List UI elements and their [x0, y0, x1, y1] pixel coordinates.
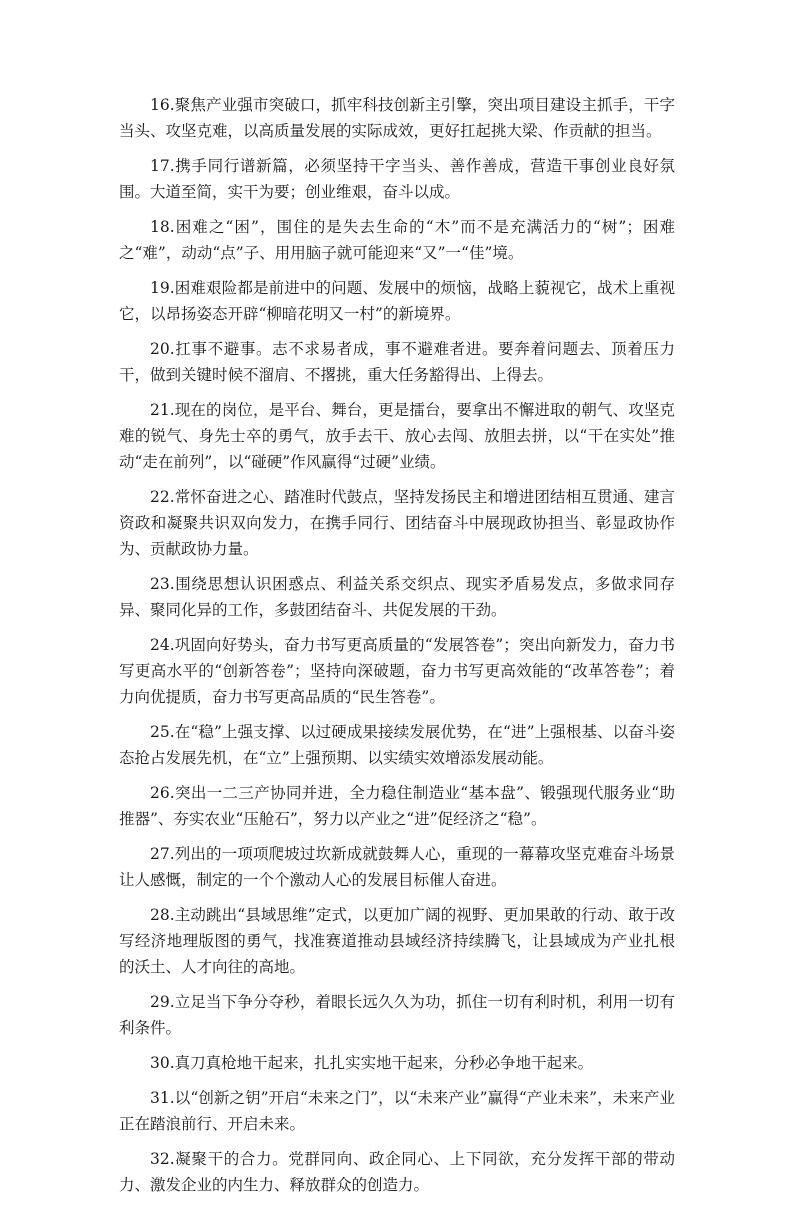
paragraph-30: 30.真刀真枪地干起来，扎扎实实地干起来，分秒必争地干起来。: [150, 1054, 594, 1072]
paragraph-28: 28.主动跳出“县域思维”定式，以更加广阔的视野、更加果敢的行动、敢于改写经济地理版图的勇气，找准赛道推动县域经济持续腾飞，让县域成为产业扎根的沃土、人才向往的高地。: [119, 906, 675, 976]
paragraph-16: 16.聚焦产业强市突破口，抓牢科技创新主引擎，突出项目建设主抓手，干字当头、攻坚克难，以高质量发展的实际成效，更好扛起挑大梁、作贡献的担当。: [119, 96, 675, 140]
paragraph-26: 26.突出一二三产协同并进，全力稳住制造业“基本盘”、锻强现代服务业“助推器”、夯实农业“压舱石”，努力以产业之“进”促经济之“稳”。: [119, 784, 675, 828]
paragraph-21: 21.现在的岗位，是平台、舞台，更是擂台，要拿出不懈进取的朝气、攻坚克难的锐气、身先士卒的勇气，放手去干、放心去闯、放胆去拼，以“干在实处”推动“走在前列”，以“碰硬”作风赢得“过硬”业绩。: [119, 401, 675, 471]
paragraph-24: 24.巩固向好势头，奋力书写更高质量的“发展答卷”；突出向新发力，奋力书写更高水平的“创新答卷”；坚持向深破题，奋力书写更高效能的“改革答卷”；着力向优提质，奋力书写更高品质的“民生答卷”。: [119, 636, 675, 706]
paragraph-22: 22.常怀奋进之心、踏准时代鼓点，坚持发扬民主和增进团结相互贯通、建言资政和凝聚共识双向发力，在携手同行、团结奋斗中展现政协担当、彰显政协作为、贡献政协力量。: [119, 488, 675, 558]
paragraph-23: 23.围绕思想认识困惑点、利益关系交织点、现实矛盾易发点，多做求同存异、聚同化异的工作，多鼓团结奋斗、共促发展的干劲。: [119, 575, 675, 619]
paragraph-18: 18.困难之“困”，围住的是失去生命的“木”而不是充满活力的“树”；困难之“难”，动动“点”子、用用脑子就可能迎来“又”一“佳”境。: [119, 218, 675, 262]
paragraph-32: 32.凝聚干的合力。党群同向、政企同心、上下同欲，充分发挥干部的带动力、激发企业的内生力、释放群众的创造力。: [119, 1150, 675, 1194]
paragraph-25: 25.在“稳”上强支撑、以过硬成果接续发展优势，在“进”上强根基、以奋斗姿态抢占发展先机，在“立”上强预期、以实绩实效增添发展动能。: [119, 723, 675, 767]
paragraph-27: 27.列出的一项项爬坡过坎新成就鼓舞人心，重现的一幕幕攻坚克难奋斗场景让人感慨，制定的一个个激动人心的发展目标催人奋进。: [119, 845, 675, 889]
document-body: [119, 92, 675, 1207]
paragraph-31: 31.以“创新之钥”开启“未来之门”，以“未来产业”赢得“产业未来”，未来产业正在踏浪前行、开启未来。: [119, 1089, 675, 1133]
paragraph-19: 19.困难艰险都是前进中的问题、发展中的烦恼，战略上藐视它，战术上重视它，以昂扬姿态开辟“柳暗花明又一村”的新境界。: [119, 279, 675, 323]
paragraph-17: 17.携手同行谱新篇，必须坚持干字当头、善作善成，营造干事创业良好氛围。大道至简，实干为要；创业维艰，奋斗以成。: [119, 157, 675, 201]
paragraph-20: 20.扛事不避事。志不求易者成，事不避难者进。要奔着问题去、顶着压力干，做到关键时候不溜肩、不撂挑，重大任务豁得出、上得去。: [119, 340, 675, 384]
paragraph-29: 29.立足当下争分夺秒，着眼长远久久为功，抓住一切有利时机，利用一切有利条件。: [119, 993, 675, 1037]
